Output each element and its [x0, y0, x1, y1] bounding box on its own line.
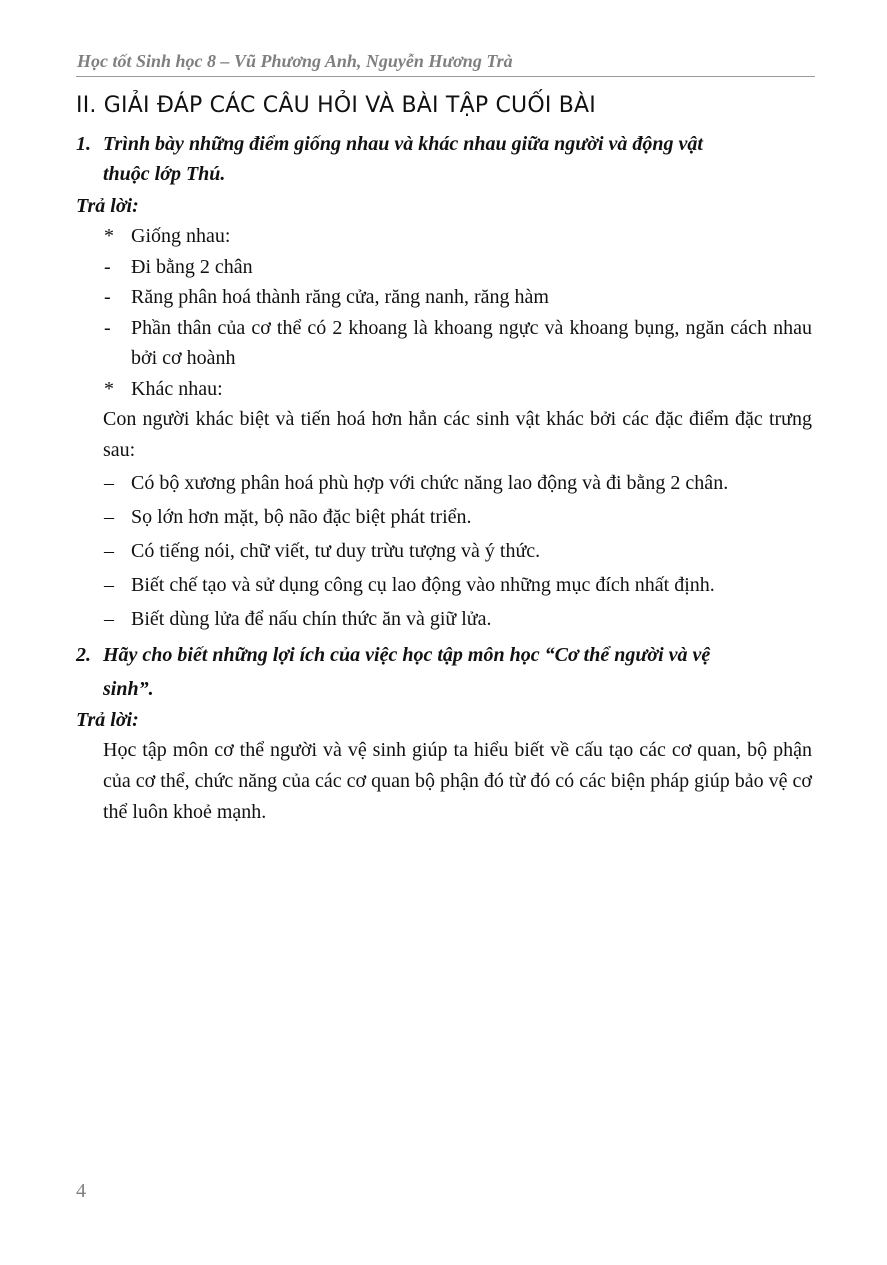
dash-marker: – — [104, 574, 114, 596]
different-item — [76, 534, 812, 568]
answer-2-label: Trả lời: — [76, 709, 139, 731]
bullet-marker: - — [104, 286, 111, 308]
different-title: Khác nhau: — [131, 377, 223, 400]
asterisk-marker: * — [104, 377, 114, 400]
dash-marker: – — [104, 608, 114, 630]
question-1-text — [76, 129, 812, 159]
header-divider — [76, 76, 815, 77]
similar-item — [76, 282, 812, 313]
different-heading — [76, 374, 812, 405]
question-1-line2: thuộc lớp Thú. — [103, 163, 226, 185]
different-item-text: Biết dùng lửa để nấu chín thức ăn và giữ lửa. — [131, 608, 492, 630]
answer-1 — [76, 191, 812, 636]
different-item — [76, 602, 812, 636]
question-1-line1: Trình bày những điểm giống nhau và khác nhau giữa người và động vật — [103, 133, 703, 155]
dash-marker: – — [104, 506, 114, 528]
section-heading: II. GIẢI ĐÁP CÁC CÂU HỎI VÀ BÀI TẬP CUỐI BÀI — [76, 93, 596, 118]
different-item-text: Biết chế tạo và sử dụng công cụ lao động vào những mục đích nhất định. — [131, 574, 715, 596]
different-item-text: Có tiếng nói, chữ viết, tư duy trừu tượng và ý thức. — [131, 540, 541, 562]
question-2-text — [76, 638, 812, 672]
question-2-line1: Hãy cho biết những lợi ích của việc học tập môn học “Cơ thể người và vệ — [103, 644, 711, 666]
different-item-text: Sọ lớn hơn mặt, bộ não đặc biệt phát triển. — [131, 506, 472, 528]
answer-1-label: Trả lời: — [76, 195, 139, 217]
question-2-line2: sinh”. — [103, 678, 154, 700]
running-header: Học tốt Sinh học 8 – Vũ Phương Anh, Nguyễn Hương Trà — [77, 51, 513, 71]
answer-2-text: Học tập môn cơ thể người và vệ sinh giúp ta hiểu biết về cấu tạo các cơ quan, bộ phận của cơ thể, chức năng của các cơ quan bộ phận đó từ đó có các biện pháp giúp bảo vệ cơ thể luôn khoẻ mạnh. — [103, 739, 812, 823]
different-intro: Con người khác biệt và tiến hoá hơn hẳn các sinh vật khác bởi các đặc điểm đặc trưng sau: — [103, 408, 812, 461]
different-item — [76, 500, 812, 534]
similar-item-text: Đi bằng 2 chân — [131, 255, 253, 278]
dash-marker: – — [104, 472, 114, 494]
bullet-marker: - — [104, 255, 111, 278]
different-item — [76, 466, 812, 500]
dash-marker: – — [104, 540, 114, 562]
question-1 — [76, 129, 812, 189]
similar-item — [76, 252, 812, 283]
asterisk-marker: * — [104, 225, 114, 247]
different-item — [76, 568, 812, 602]
similar-item-text: Phần thân của cơ thể có 2 khoang là khoang ngực và khoang bụng, ngăn cách nhau bởi cơ hoành — [131, 316, 812, 369]
page-number: 4 — [76, 1180, 86, 1202]
similar-item — [76, 313, 812, 374]
question-2-number: 2. — [76, 644, 91, 666]
bullet-marker: - — [104, 316, 111, 339]
question-2 — [76, 638, 812, 706]
similar-heading — [76, 221, 812, 252]
similar-item-text: Răng phân hoá thành răng cửa, răng nanh, răng hàm — [131, 286, 549, 308]
answer-2 — [76, 705, 812, 828]
different-item-text: Có bộ xương phân hoá phù hợp với chức năng lao động và đi bằng 2 chân. — [131, 472, 729, 494]
similar-title: Giống nhau: — [131, 225, 231, 247]
question-1-number: 1. — [76, 133, 91, 155]
